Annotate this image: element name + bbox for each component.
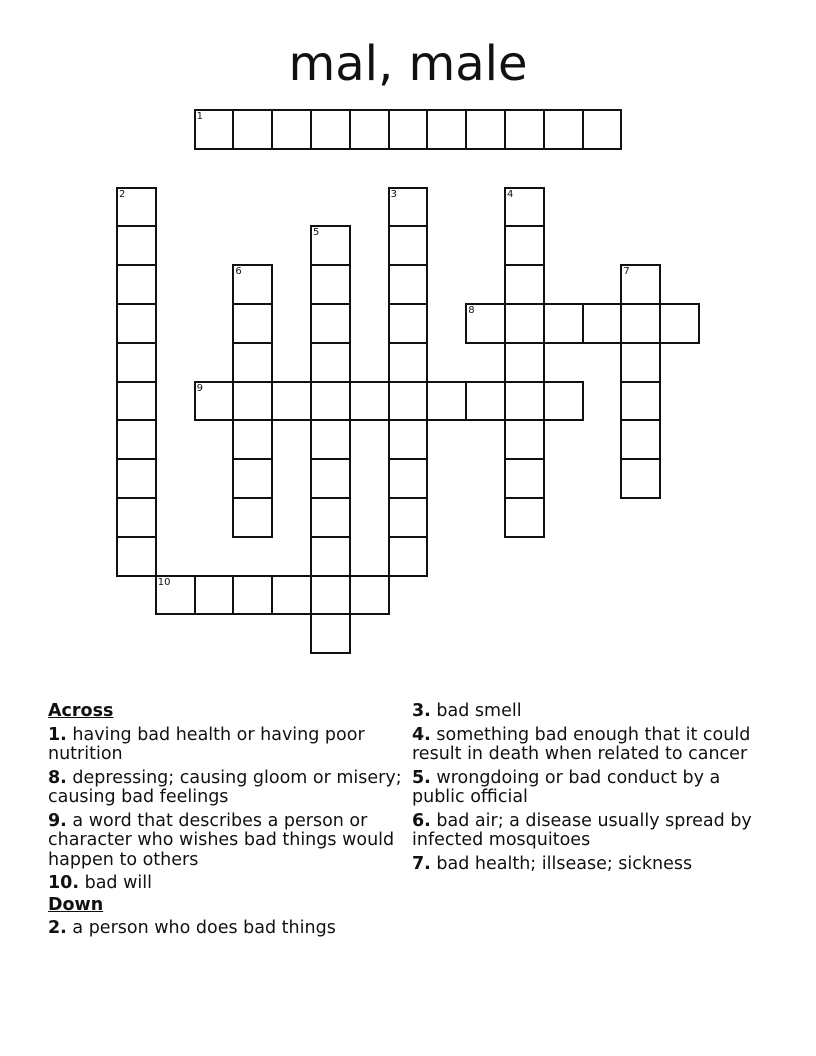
grid-cell[interactable] bbox=[504, 497, 545, 538]
puzzle-title: mal, male bbox=[288, 36, 528, 92]
grid-cell[interactable] bbox=[116, 342, 157, 383]
grid-cell[interactable] bbox=[116, 303, 157, 344]
clue-down-2 bbox=[48, 919, 408, 939]
grid-cell[interactable] bbox=[426, 109, 467, 150]
grid-cell[interactable] bbox=[465, 303, 506, 344]
clue-across-8 bbox=[48, 769, 408, 808]
grid-cell[interactable] bbox=[620, 458, 661, 499]
grid-cell[interactable] bbox=[620, 264, 661, 305]
grid-cell[interactable] bbox=[194, 575, 235, 616]
grid-cell[interactable] bbox=[504, 419, 545, 460]
grid-cell[interactable] bbox=[310, 303, 351, 344]
grid-cell[interactable] bbox=[310, 536, 351, 577]
grid-cell[interactable] bbox=[504, 342, 545, 383]
across-heading: Across bbox=[48, 701, 114, 721]
clue-text: bad smell bbox=[436, 701, 522, 721]
grid-cell[interactable] bbox=[116, 264, 157, 305]
clue-number: 8. bbox=[48, 767, 67, 788]
clue-text: a person who does bad things bbox=[72, 918, 336, 938]
clue-text: wrongdoing or bad conduct by a public official bbox=[412, 767, 721, 807]
clue-text: something bad enough that it could result in death when related to cancer bbox=[412, 724, 751, 764]
clues-left-column bbox=[48, 700, 408, 943]
grid-cell[interactable] bbox=[116, 225, 157, 266]
clue-number: 2. bbox=[48, 918, 67, 938]
clue-down-7 bbox=[412, 855, 772, 875]
grid-cell[interactable] bbox=[310, 497, 351, 538]
grid-cell[interactable] bbox=[388, 303, 429, 344]
grid-cell[interactable] bbox=[232, 381, 273, 422]
clue-number: 10. bbox=[48, 873, 80, 893]
clue-number: 6. bbox=[412, 810, 431, 831]
clue-number: 9. bbox=[48, 810, 67, 831]
grid-cell[interactable] bbox=[310, 109, 351, 150]
grid-cell[interactable] bbox=[543, 381, 584, 422]
grid-cell[interactable] bbox=[310, 613, 351, 654]
grid-cell[interactable] bbox=[504, 303, 545, 344]
grid-cell[interactable] bbox=[116, 497, 157, 538]
grid-cell[interactable] bbox=[232, 419, 273, 460]
grid-cell[interactable] bbox=[620, 381, 661, 422]
grid-cell[interactable] bbox=[465, 109, 506, 150]
grid-cell[interactable] bbox=[504, 109, 545, 150]
grid-cell[interactable] bbox=[504, 264, 545, 305]
grid-cell[interactable] bbox=[116, 419, 157, 460]
cell-number: 4 bbox=[507, 188, 514, 200]
clue-number: 1. bbox=[48, 724, 67, 745]
cell-number: 8 bbox=[468, 305, 475, 316]
grid-cell[interactable] bbox=[232, 575, 273, 616]
grid-cell[interactable] bbox=[388, 109, 429, 150]
clue-text: bad air; a disease usually spread by infected mosquitoes bbox=[412, 810, 752, 850]
cell-number: 3 bbox=[390, 188, 397, 200]
grid-cell[interactable] bbox=[271, 109, 312, 150]
grid-cell[interactable] bbox=[310, 458, 351, 499]
grid-cell[interactable] bbox=[388, 458, 429, 499]
down-heading: Down bbox=[48, 894, 104, 915]
grid-cell[interactable] bbox=[310, 575, 351, 616]
cell-number: 10 bbox=[157, 576, 171, 588]
grid-cell[interactable] bbox=[659, 303, 700, 344]
cell-number: 6 bbox=[235, 266, 242, 278]
grid-cell[interactable] bbox=[388, 381, 429, 422]
cell-number: 9 bbox=[196, 382, 203, 394]
grid-cell[interactable] bbox=[504, 458, 545, 499]
grid-cell[interactable] bbox=[232, 342, 273, 383]
grid-cell[interactable] bbox=[194, 109, 235, 150]
clue-text: having bad health or having poor nutrition bbox=[48, 724, 365, 764]
grid-cell[interactable] bbox=[271, 381, 312, 422]
clue-down-5 bbox=[412, 769, 772, 808]
clue-number: 3. bbox=[412, 701, 431, 721]
grid-cell[interactable] bbox=[504, 381, 545, 422]
grid-cell[interactable] bbox=[116, 458, 157, 499]
grid-cell[interactable] bbox=[116, 187, 157, 228]
grid-cell[interactable] bbox=[310, 419, 351, 460]
grid-cell[interactable] bbox=[232, 497, 273, 538]
grid-cell[interactable] bbox=[232, 458, 273, 499]
cell-number: 2 bbox=[119, 188, 126, 200]
cell-number: 1 bbox=[196, 111, 203, 122]
grid-cell[interactable] bbox=[116, 381, 157, 422]
grid-cell[interactable] bbox=[349, 381, 390, 422]
grid-cell[interactable] bbox=[620, 419, 661, 460]
grid-cell[interactable] bbox=[232, 109, 273, 150]
clue-number: 5. bbox=[412, 767, 431, 788]
grid-cell[interactable] bbox=[310, 225, 351, 266]
clue-across-9 bbox=[48, 812, 408, 871]
grid-cell[interactable] bbox=[232, 264, 273, 305]
grid-cell[interactable] bbox=[310, 342, 351, 383]
grid-cell[interactable] bbox=[232, 303, 273, 344]
clue-across-1 bbox=[48, 726, 408, 765]
grid-cell[interactable] bbox=[465, 381, 506, 422]
grid-cell[interactable] bbox=[271, 575, 312, 616]
grid-cell[interactable] bbox=[194, 381, 235, 422]
grid-cell[interactable] bbox=[582, 303, 623, 344]
grid-cell[interactable] bbox=[388, 536, 429, 577]
grid-cell[interactable] bbox=[543, 109, 584, 150]
clue-down-4 bbox=[412, 726, 772, 765]
grid-cell[interactable] bbox=[504, 187, 545, 228]
clue-text: bad will bbox=[84, 873, 152, 893]
grid-cell[interactable] bbox=[155, 575, 196, 616]
clue-text: depressing; causing gloom or misery; causing bad feelings bbox=[48, 767, 402, 807]
grid-cell[interactable] bbox=[310, 381, 351, 422]
cell-number: 7 bbox=[623, 266, 630, 278]
clues-right-column bbox=[412, 700, 772, 878]
cell-number: 5 bbox=[313, 227, 320, 239]
grid-cell[interactable] bbox=[620, 342, 661, 383]
grid-cell[interactable] bbox=[620, 303, 661, 344]
grid-cell[interactable] bbox=[388, 264, 429, 305]
grid-cell[interactable] bbox=[388, 497, 429, 538]
grid-cell[interactable] bbox=[116, 536, 157, 577]
clue-across-10 bbox=[48, 874, 408, 894]
grid-cell[interactable] bbox=[582, 109, 623, 150]
grid-cell[interactable] bbox=[310, 264, 351, 305]
grid-cell[interactable] bbox=[543, 303, 584, 344]
grid-cell[interactable] bbox=[349, 575, 390, 616]
clue-text: bad health; illsease; sickness bbox=[436, 853, 693, 874]
grid-cell[interactable] bbox=[388, 187, 429, 228]
clue-down-6 bbox=[412, 812, 772, 851]
grid-cell[interactable] bbox=[504, 225, 545, 266]
grid-cell[interactable] bbox=[349, 109, 390, 150]
grid-cell[interactable] bbox=[388, 342, 429, 383]
clue-number: 4. bbox=[412, 724, 431, 745]
grid-cell[interactable] bbox=[388, 419, 429, 460]
grid-cell[interactable] bbox=[388, 225, 429, 266]
clue-text: a word that describes a person or character who wishes bad things would happen to others bbox=[48, 810, 395, 870]
clue-number: 7. bbox=[412, 853, 431, 874]
grid-cell[interactable] bbox=[426, 381, 467, 422]
clue-down-3 bbox=[412, 702, 772, 722]
